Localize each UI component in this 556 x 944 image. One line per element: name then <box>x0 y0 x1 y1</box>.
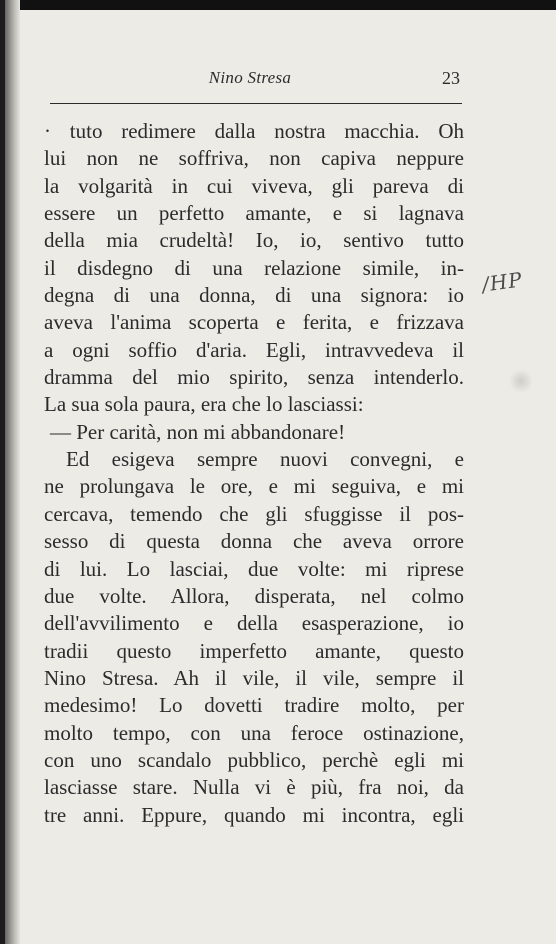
running-header <box>40 60 460 90</box>
text-line: cercava, temendo che gli sfuggisse il pos- <box>44 501 464 526</box>
text-line: tradii questo imperfetto amante, questo <box>44 638 464 663</box>
text-line: la volgarità in cui viveva, gli pareva di <box>44 173 464 198</box>
text-line: molto tempo, con una feroce ostinazione, <box>44 720 464 745</box>
text-line: · tuto redimere dalla nostra macchia. Oh <box>44 119 464 143</box>
page-top-edge <box>0 0 556 10</box>
paper-smudge <box>510 368 532 394</box>
text-line: dell'avvilimento e della esasperazione, io <box>44 611 464 636</box>
text-line: aveva l'anima scoperta e ferita, e frizzava <box>44 310 464 335</box>
text-line: degna di una donna, di una signora: io <box>44 283 464 308</box>
body-text <box>44 118 464 829</box>
text-line: lui non ne soffriva, non capiva neppure <box>44 146 464 171</box>
text-line: dramma del mio spirito, senza intenderlo. <box>44 365 464 390</box>
text-line: La sua sola paura, era che lo lasciassi: <box>44 392 364 417</box>
running-title: Nino Stresa <box>208 68 292 87</box>
text-line: a ogni soffio d'aria. Egli, intravvedeva il <box>44 337 464 362</box>
page-binding-edge <box>0 0 5 944</box>
text-line: tre anni. Eppure, quando mi incontra, egli <box>44 802 464 827</box>
text-line: due volte. Allora, disperata, nel colmo <box>44 583 464 608</box>
text-line: lasciasse stare. Nulla vi è più, fra noi, da <box>44 775 464 800</box>
text-line: il disdegno di una relazione simile, in- <box>44 255 464 280</box>
text-line: — Per carità, non mi abbandonare! <box>50 419 346 444</box>
page-number: 23 <box>442 68 460 88</box>
text-line: ne prolungava le ore, e mi seguiva, e mi <box>44 474 464 499</box>
text-line: medesimo! Lo dovetti tradire molto, per <box>44 693 464 718</box>
text-line: sesso di questa donna che aveva orrore <box>44 529 464 554</box>
text-line: Nino Stresa. Ah il vile, il vile, sempre il <box>44 665 464 690</box>
handwritten-margin-note: /HP <box>480 267 525 297</box>
text-line: con uno scandalo pubblico, perchè egli mi <box>44 747 464 772</box>
header-rule <box>50 103 462 104</box>
text-line: essere un perfetto amante, e si lagnava <box>44 201 464 226</box>
text-line: della mia crudeltà! Io, io, sentivo tutto <box>44 228 464 253</box>
text-line: Ed esigeva sempre nuovi convegni, e <box>66 447 464 472</box>
text-line: di lui. Lo lasciai, due volte: mi riprese <box>44 556 464 581</box>
